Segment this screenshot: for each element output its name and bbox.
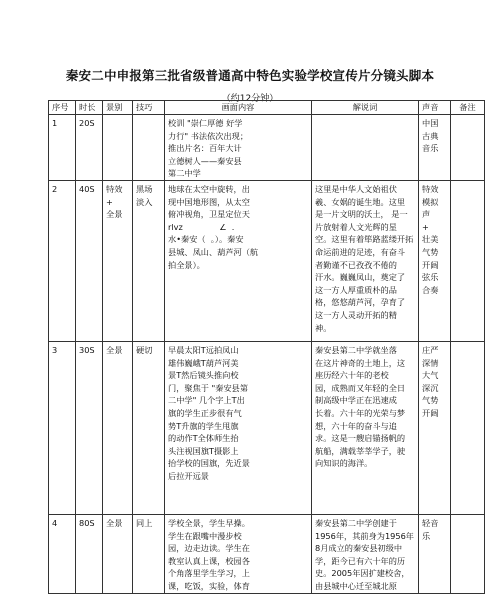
cell-shot: 特效 + 全景 (103, 180, 133, 341)
cell-note (451, 115, 485, 181)
cell-sound: 庄严 深情 大气 深沉 气势 开阔 (419, 341, 451, 514)
cell-visual: 早晨太阳T远拍凤山 雄伟巍峨T葫芦河美 景T然后镜头推向校 门，聚焦于 "秦安县第 二中学" 几个字上T出 旗的学生正步很有气 势T升旗的学生甩旗 的动作T全体师生抬 头注视国旗T摄影上 抬学校的国旗，先近景 后拉开远景 (165, 341, 312, 514)
cell-sound: 中国 古典 音乐 (419, 115, 451, 181)
cell-shot: 全景 (103, 514, 133, 593)
cell-visual: 学校全景，学生早操。 学生在跟嘴中漫步校 园，边走边读。学生在 教室认真上课，校园各 个角落里学生学习，上 课，吃饭，实验，体育 (165, 514, 312, 593)
cell-narration: 这里是中华人文始祖伏 羲、女娲的诞生地。这里 是一片文明的沃土， 是一 片放射着人文光辉的星 空。这里有着筚路蓝缕开拓 命运前进的足迹，有奋斗 者勤谨不已孜孜不倦的 汗水。巍巍凤山，奠定了 这一方人厚重质朴的品 格，悠悠葫芦河，孕育了 这一方人灵动开拓的精 神。 (312, 180, 419, 341)
cell-technique: 硬切 (133, 341, 165, 514)
cell-note (451, 514, 485, 593)
cell-index: 4 (49, 514, 76, 593)
table-row (49, 115, 485, 181)
cell-index: 3 (49, 341, 76, 514)
header-technique: 技巧 (133, 101, 165, 115)
cell-duration: 80S (76, 514, 103, 593)
cell-narration (312, 115, 419, 181)
cell-visual: 校训 "崇仁厚德 好学 力行" 书法依次出现； 推出片名：百年大计 立德树人——秦安县 第二中学 (165, 115, 312, 181)
cell-index: 2 (49, 180, 76, 341)
table-header-row (49, 101, 485, 115)
header-visual: 画面内容 (165, 101, 312, 115)
header-note: 备注 (451, 101, 485, 115)
cell-technique: 同上 (133, 514, 165, 593)
cell-narration: 秦安县第二中学就坐落 在这片神奇的土地上，这 座历经六十年的老校 园，成熟而又年轻的全日 制高级中学正在迅速成 长着。六十年的光荣与梦 想，六十年的奋斗与追 求。这是一艘启锚扬帆的 航船，满载莘莘学子，驶 向知识的海洋。 (312, 341, 419, 514)
cell-duration: 30S (76, 341, 103, 514)
cell-sound: 轻音 乐 (419, 514, 451, 593)
cell-note (451, 341, 485, 514)
cell-duration: 40S (76, 180, 103, 341)
header-narration: 解说词 (312, 101, 419, 115)
table-row (49, 341, 485, 514)
cell-sound: 特效 模拟 声 + 壮美 气势 开阔 弦乐 合奏 (419, 180, 451, 341)
storyboard-table (48, 100, 485, 594)
cell-duration: 20S (76, 115, 103, 181)
document-title: 秦安二中申报第三批省级普通高中特色实验学校宣传片分镜头脚本 (65, 68, 435, 83)
cell-technique (133, 115, 165, 181)
duration-note: （约12分钟） (221, 94, 279, 104)
table-row (49, 180, 485, 341)
cell-shot (103, 115, 133, 181)
cell-note (451, 180, 485, 341)
cell-shot: 全景 (103, 341, 133, 514)
header-sound: 声音 (419, 101, 451, 115)
cell-technique: 黑场 淡入 (133, 180, 165, 341)
cell-narration: 秦安县第二中学创建于 1956年，其前身为1956年 8月成立的秦安县初级中 学，距今已有六十年的历 史。2005年因扩建校舍， 由县城中心迁至城北原 (312, 514, 419, 593)
header-shot: 景别 (103, 101, 133, 115)
table-row (49, 514, 485, 593)
header-index: 序号 (49, 101, 76, 115)
cell-visual: 地球在太空中旋转，出 现中国地形图，从太空 俯冲视角，卫星定位天 rlvz ∠ . 水•秦安（ 。）。秦安 县城、凤山、葫芦河（航 拍全景）。 (165, 180, 312, 341)
cell-index: 1 (49, 115, 76, 181)
header-duration: 时长 (76, 101, 103, 115)
